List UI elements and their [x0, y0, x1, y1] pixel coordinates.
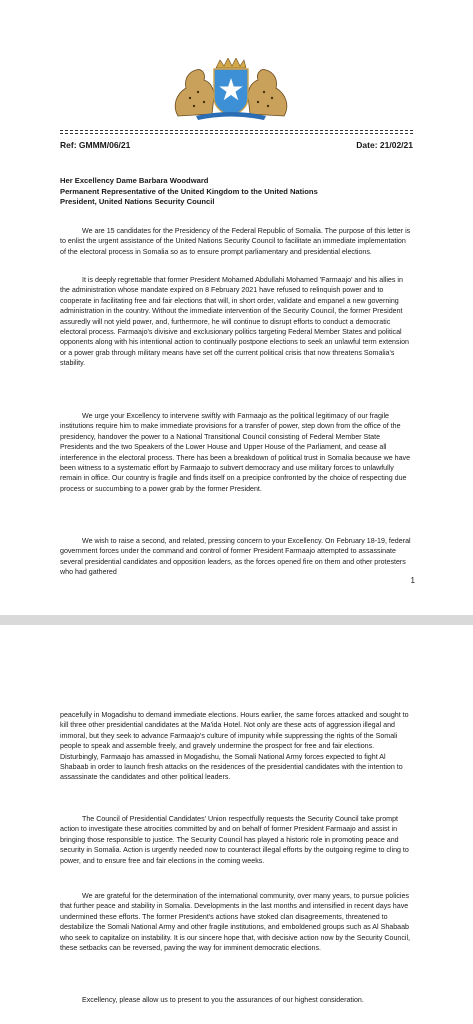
paragraph: Excellency, please allow us to present to you the assurances of our highest consideration. — [82, 996, 364, 1004]
paragraph: We wish to raise a second, and related, pressing concern to your Excellency. On February 18-19, federal government forces under the command and control of former President Farmaajo attempted to assassinate several presidential candidates and opposition leaders, as the forces opened fire on them and other protesters who had gathered — [60, 537, 411, 577]
letter-page-2 — [0, 625, 473, 1024]
paragraph: We are grateful for the determination of the international community, over many years, to pursue policies that further peace and stability in Somalia. Developments in the last months and intensified in recent days have undermined these efforts. The former President's actions have stoked clan disagreements, threatened to destabilize the Somali National Army and other fragile institutions, and emboldened groups such as Al Shabaab who seek to capitalize on instability. It is our sincere hope that, with decisive action now by the Security Council, these setbacks can be reversed, paving the way for imminent democratic elections. — [60, 892, 411, 953]
recipient-name: Her Excellency Dame Barbara Woodward — [60, 176, 209, 185]
page-number: 1 — [410, 576, 415, 585]
header-divider-top — [60, 130, 413, 131]
paragraph: We are 15 candidates for the Presidency of the Federal Republic of Somalia. The purpose of this letter is to enlist the urgent assistance of the United Nations Security Council to facilitate an immediate implementation of the electoral process in Somalia so as to ensure prompt parliamentary and presidential elections. — [60, 227, 411, 256]
header-divider-bottom — [60, 133, 413, 134]
letter-date: Date: 21/02/21 — [356, 140, 413, 150]
paragraph: We urge your Excellency to intervene swiftly with Farmaajo as the political legitimacy of our fragile institutions require him to make immediate provisions for a transfer of power, step down from the office of the presidency, handover the power to a National Transitional Council consisting of Federal Member State Presidents and the two Speakers of the Lower House and Upper House of the Parliament, and cease all interference in the electoral process. There has been a breakdown of political trust in Somalia because we have been witness to a systematic effort by Farmaajo to subvert democracy and use military forces to unlawfully remain in office. Our country is fragile and finds itself on a precipice confronted by the choice of respecting due process or succumbing to a power grab by the former President. — [60, 412, 411, 493]
somalia-coat-of-arms-icon — [166, 58, 296, 120]
recipient-title: Permanent Representative of the United Kingdom to the United Nations — [60, 186, 318, 196]
reference-number: Ref: GMMM/06/21 — [60, 140, 131, 150]
recipient-role: President, United Nations Security Council — [60, 197, 215, 206]
paragraph: peacefully in Mogadishu to demand immediate elections. Hours earlier, the same forces attacked and sought to kill three other presidential candidates at the Ma'ida Hotel. Not only are these acts of aggression illegal and immoral, but they seek to advance Farmaajo's culture of impunity while suppressing the rights of the Somali people to speak and assemble freely, and gravely undermine the prospect for free and fair elections. Disturbingly, Farmaajo has amassed in Mogadishu, the Somali National Army forces expected to fight Al Shabaab in order to launch fresh attacks on the residences of the presidential candidates with the intention to assassinate the candidates and other political leaders. — [60, 711, 409, 782]
recipient-block — [60, 176, 413, 208]
paragraph: The Council of Presidential Candidates' Union respectfully requests the Security Council take prompt action to investigate these atrocities committed by and on behalf of former President Farmaajo and assist in bringing those responsible to justice. The Security Council has played a historic role in promoting peace and security in Somalia. Action is urgently needed now to counteract illegal efforts by the outgoing regime to cling to power, and to ensure free and fair elections in the coming weeks. — [60, 815, 409, 865]
paragraph: It is deeply regrettable that former President Mohamed Abdullahi Mohamed 'Farmaajo' and his allies in the administration whose mandate expired on 8 February 2021 have refused to relinquish power and to cooperate in facilitating free and fair elections that will, in short order, validate and empanel a new governing administration in the country. Without the immediate intervention of the Security Council, the former President assuredly will not yield power, and, furthermore, he will continue to disrupt efforts to conduct a democratic electoral process. Farmaajo's divisive and exclusionary politics targeting Federal Member States and political opponents along with his intentional action to continually postpone elections to seek an unlawful term extension or a power grab through military means have set off the current political crisis that now threatens Somalia's stability. — [60, 276, 410, 368]
